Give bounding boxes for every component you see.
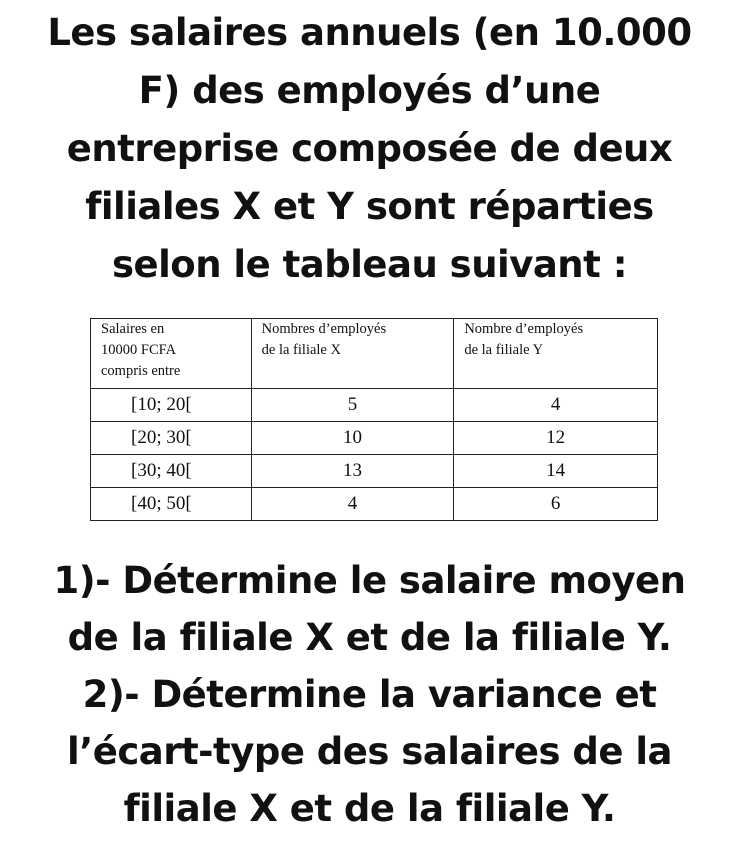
question-line: 1)- Détermine le salaire moyen <box>53 559 686 602</box>
header-employees-y: Nombre d’employés de la filiale Y <box>454 319 658 389</box>
table-row <box>91 389 658 422</box>
cell-count-y: 12 <box>454 422 658 455</box>
question-line: 2)- Détermine la variance et <box>82 673 657 716</box>
cell-count-y: 4 <box>454 389 658 422</box>
cell-count-y: 6 <box>454 488 658 521</box>
cell-count-x: 10 <box>251 422 454 455</box>
question-line: filiale X et de la filiale Y. <box>123 787 616 830</box>
cell-range: [40; 50[ <box>91 488 252 521</box>
cell-count-x: 13 <box>251 455 454 488</box>
cell-count-y: 14 <box>454 455 658 488</box>
statement-line: filiales X et Y sont réparties <box>85 185 654 228</box>
statement-line: Les salaires annuels (en 10.000 <box>47 11 692 54</box>
question-line: de la filiale X et de la filiale Y. <box>67 616 672 659</box>
salary-table <box>90 318 658 521</box>
cell-count-x: 5 <box>251 389 454 422</box>
header-salary-range: Salaires en 10000 FCFA compris entre <box>91 319 252 389</box>
header-employees-x: Nombres d’employés de la filiale X <box>251 319 454 389</box>
table-row <box>91 455 658 488</box>
statement-line: selon le tableau suivant : <box>111 243 628 286</box>
cell-range: [10; 20[ <box>91 389 252 422</box>
cell-range: [20; 30[ <box>91 422 252 455</box>
cell-count-x: 4 <box>251 488 454 521</box>
table-header-row <box>91 319 658 389</box>
question-line: l’écart-type des salaires de la <box>67 730 672 773</box>
questions <box>0 552 739 837</box>
problem-statement <box>0 4 739 294</box>
table-row <box>91 422 658 455</box>
cell-range: [30; 40[ <box>91 455 252 488</box>
statement-line: F) des employés d’une <box>138 69 601 112</box>
statement-line: entreprise composée de deux <box>66 127 673 170</box>
table-row <box>91 488 658 521</box>
